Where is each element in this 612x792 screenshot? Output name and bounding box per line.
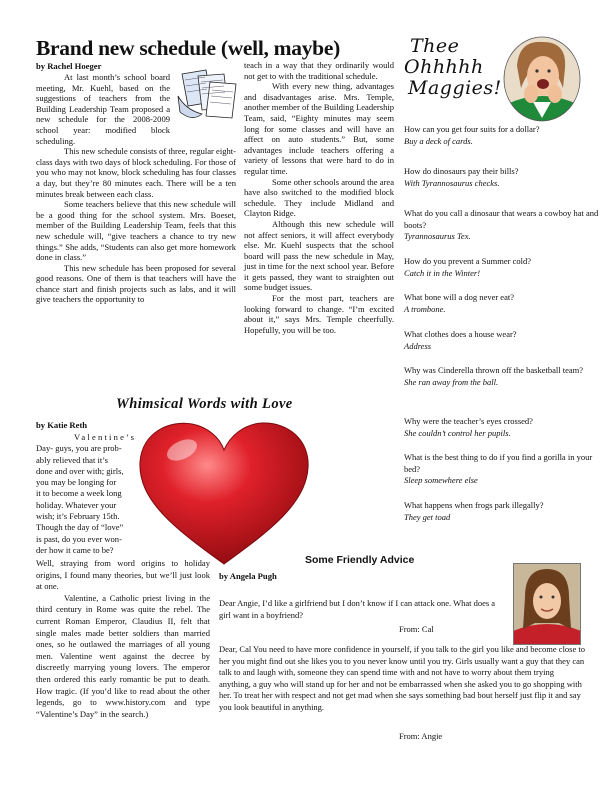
article-title-advice: Some Friendly Advice xyxy=(305,554,415,566)
joke-answer: She ran away from the ball. xyxy=(404,376,499,387)
joke-item xyxy=(404,416,600,439)
text-line: done and over with; girls, xyxy=(36,465,124,476)
article-title-schedule: Brand new schedule (well, maybe) xyxy=(36,36,340,60)
joke-answer: Tyrannosaurus Tex. xyxy=(404,231,471,241)
paragraph: With every new thing, advantages and disadvantages arise. Mrs. Temple, another member of the Building Leadership Team, said, “Eighty minutes may seem long for some classes and will have an affect on auto students.” But, some advantages include teachers offering a variety of lessons that were hard to do in regular time. xyxy=(244,81,394,176)
text-line: it to become a week long xyxy=(36,488,122,499)
text-line: you may be longing for xyxy=(36,477,117,488)
joke-question: Why was Cinderella thrown off the basketball team? xyxy=(404,365,583,375)
advice-question: Dear Angie, I’d like a girlfriend but I don’t know if I can attack one. What does a girl want in a boyfriend? xyxy=(219,598,496,620)
paragraph: At last month’s school board meeting, Mr. Kuehl, based on the suggestions of teachers from the Building Leadership Team proposed a new schedule for the 2008-2009 school year: modified block scheduling. xyxy=(36,72,170,146)
joke-question: How do you prevent a Summer cold? xyxy=(404,256,531,266)
text-line: holiday. Whatever your xyxy=(36,499,117,510)
joke-item xyxy=(404,365,600,388)
text-line: Valentine’s xyxy=(74,432,137,442)
joke-question: What happens when frogs park illegally? xyxy=(404,500,544,510)
joke-question: What is the best thing to do if you find a gorilla in your bed? xyxy=(404,452,593,474)
joke-answer: They get toad xyxy=(404,511,451,522)
joke-question: What clothes does a house wear? xyxy=(404,329,517,339)
joke-question: Why were the teacher’s eyes crossed? xyxy=(404,416,533,426)
advice-answer: Dear, Cal You need to have more confidence in yourself, if you talk to the girl you like and become close to her you might find out she likes you to you never know until you try. Girls usually want a guy that they can talk to and laugh with, someone they can spend time with and not have to worry about them trying anything, a guy who will stand up for her and not be embarrassed when she asked you to go shopping with her. To treat her with respect and not get mad when she says something bad bout herself just flip it and say you look beautiful in anything. xyxy=(219,644,586,712)
heading-line: Maggies! xyxy=(408,77,502,99)
joke-answer: With Tyrannosaurus checks. xyxy=(404,177,500,188)
joke-question: What do you call a dinosaur that wears a cowboy hat and boots? xyxy=(404,208,599,230)
text-line: is past, do you ever won- xyxy=(36,533,122,544)
joke-item xyxy=(404,452,600,487)
joke-answer: She couldn’t control her pupils. xyxy=(404,427,511,438)
text-line: der how it came to be? xyxy=(36,544,114,555)
joke-answer: Address xyxy=(404,340,432,351)
joke-item xyxy=(404,208,600,243)
joke-answer: Buy a deck of cards. xyxy=(404,135,473,146)
text-line: ably relieved that it’s xyxy=(36,454,108,465)
paragraph: This new schedule consists of three, regular eight-class days with two days of block scheduling. For those of you who may not know, block scheduling has four classes a day, but they’re 80 minutes each. There will be a ten minutes break between each class. xyxy=(36,146,236,199)
joke-item xyxy=(404,256,600,279)
article-title-whimsical: Whimsical Words with Love xyxy=(116,396,293,412)
joke-item xyxy=(404,500,600,523)
joke-answer: Catch it in the Winter! xyxy=(404,267,481,278)
angie-portrait-photo xyxy=(513,563,581,645)
joke-item xyxy=(404,124,600,147)
joke-question: How can you get four suits for a dollar? xyxy=(404,124,540,134)
byline-whimsical: by Katie Reth xyxy=(36,420,88,430)
advice-question-from: From: Cal xyxy=(399,624,434,634)
advice-answer-from: From: Angie xyxy=(399,731,443,741)
schedule-column-1 xyxy=(36,72,236,305)
joke-answer: Sleep somewhere else xyxy=(404,475,478,485)
paragraph: teach in a way that they ordinarily would not get to with the traditional schedule. xyxy=(244,60,394,81)
paragraph: Although this new schedule will not affect seniors, it will affect everybody else. Mr. Kuehl suspects that the school board will pass the new schedule in May, just in time for the next school year. Before it gets passed, they want to straighten out some budget issues. xyxy=(244,218,394,293)
paragraph: Valentine, a Catholic priest living in the third century in Rome was quite the rebel. The current Roman Emperor, Claudius II, felt that single males made better soldiers than married ones, so he outlawed the marriages of all young men. Valentine went against the decree by discreetly marrying young lovers. The emperor then ordered this early romantic be put to death. How tragic. (If you’d like to read about the other legends, go to www.history.com and type “Valentine’s Day” in the search.) xyxy=(36,592,210,719)
text-line: wish; it’s February 15th. xyxy=(36,511,120,522)
joke-item xyxy=(404,292,600,315)
paragraph: Some teachers believe that this new schedule will be a good thing for the school system. Mrs. Boeset, member of the Building Leadership Team, feels that this new schedule will, “give teachers a chance to try new things.” She adds, “Students can also get more homework done in class.” xyxy=(36,199,236,263)
text-line: Day- guys, you are prob- xyxy=(36,443,122,454)
paragraph: Some other schools around the area have also switched to the modified block schedule. They include Midland and Clayton Ridge. xyxy=(244,176,394,219)
paragraph: Well, straying from word origins to holiday origins, I found many theories, but we’ll just look at one. xyxy=(36,558,210,592)
joke-item xyxy=(404,166,600,189)
schedule-column-2 xyxy=(244,60,394,335)
text-line: Though the day of “love” xyxy=(36,522,124,533)
girl-portrait-photo xyxy=(503,36,581,122)
joke-item xyxy=(404,329,600,352)
joke-question: How do dinosaurs pay their bills? xyxy=(404,166,519,176)
paragraph: For the most part, teachers are looking forward to change. “I’m excited about it,” says Mrs. Temple cheerfully. Hopefully, you will be too. xyxy=(244,293,394,335)
byline-advice: by Angela Pugh xyxy=(219,571,277,581)
heading-line: Thee xyxy=(410,35,460,57)
heading-line: Ohhhhh xyxy=(404,56,484,78)
joke-answer: A trombone. xyxy=(404,303,446,314)
joke-question: What bone will a dog never eat? xyxy=(404,292,514,302)
whimsical-column xyxy=(36,558,210,720)
paragraph: This new schedule has been proposed for several good reasons. One of them is that teachers will have the chance start and finish projects such as labs, and it will give teachers the opportunity to xyxy=(36,262,236,305)
maggies-heading xyxy=(404,36,504,99)
heart-icon xyxy=(134,418,314,568)
byline-schedule: by Rachel Hoeger xyxy=(36,61,102,71)
whimsical-wrapped-text xyxy=(36,432,136,556)
